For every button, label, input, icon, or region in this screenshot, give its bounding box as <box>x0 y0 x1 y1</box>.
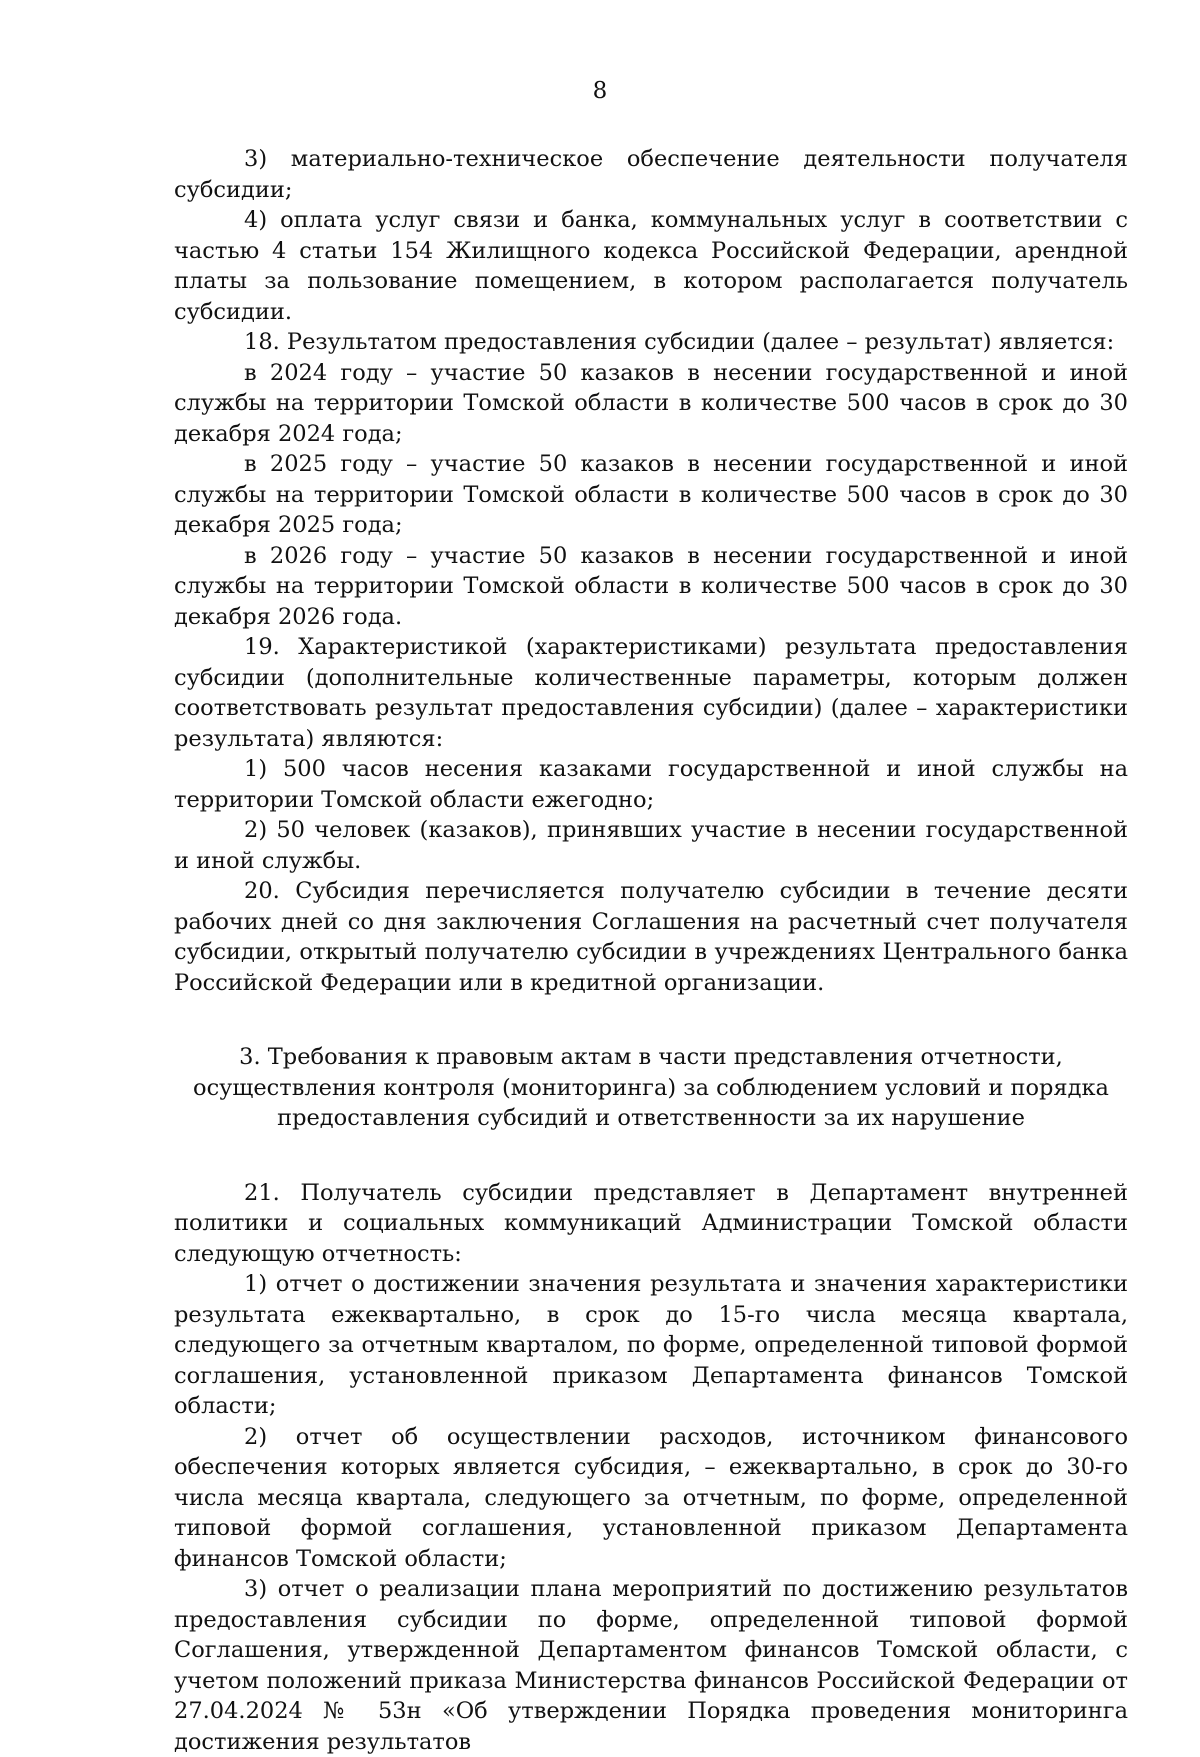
section-heading-line-1: 3. Требования к правовым актам в части представления отчетности, <box>239 1044 1063 1070</box>
paragraph-report-1: 1) отчет о достижении значения результата и значения характеристики результата ежеквартально, в срок до 15-го числа месяца квартала, следующего за отчетным кварталом, по форме, определенной типовой формой соглашения, установленной приказом Департамента финансов Томской области; <box>174 1271 1128 1419</box>
paragraph-21: 21. Получатель субсидии представляет в Департамент внутренней политики и социальных коммуникаций Администрации Томской области следующую отчетность: <box>174 1179 1128 1267</box>
paragraph-characteristic-2: 2) 50 человек (казаков), принявших участие в несении государственной и иной службы. <box>174 817 1128 874</box>
paragraph-result-2025: в 2025 году – участие 50 казаков в несении государственной и иной службы на территории Томской области в количестве 500 часов в срок до 30 декабря 2025 года; <box>174 451 1128 538</box>
section-heading <box>174 1042 1128 1134</box>
paragraph-item-4: 4) оплата услуг связи и банка, коммунальных услуг в соответствии с частью 4 статьи 154 Жилищного кодекса Российской Федерации, арендной платы за пользование помещением, в котором располагается получатель субсидии. <box>174 207 1128 325</box>
paragraph-18: 18. Результатом предоставления субсидии (далее – результат) является: <box>244 329 1115 355</box>
paragraph-result-2024: в 2024 году – участие 50 казаков в несении государственной и иной службы на территории Томской области в количестве 500 часов в срок до 30 декабря 2024 года; <box>174 359 1128 447</box>
paragraph-19: 19. Характеристикой (характеристиками) результата предоставления субсидии (дополнительные количественные параметры, которым должен соответствовать результат предоставления субсидии) (далее – характеристики результата) являются: <box>174 634 1128 752</box>
page-number: 8 <box>592 78 608 104</box>
paragraph-characteristic-1: 1) 500 часов несения казаками государственной и иной службы на территории Томской области ежегодно; <box>174 756 1128 813</box>
paragraph-20: 20. Субсидия перечисляется получателю субсидии в течение десяти рабочих дней со дня заключения Соглашения на расчетный счет получателя субсидии, открытый получателю субсидии в учреждениях Центрального банка Российской Федерации или в кредитной организации. <box>174 878 1128 996</box>
document-body <box>174 144 1128 1757</box>
section-heading-line-3: предоставления субсидий и ответственности за их нарушение <box>277 1105 1025 1131</box>
paragraph-item-3: 3) материально-техническое обеспечение деятельности получателя субсидии; <box>174 146 1128 203</box>
section-heading-line-2: осуществления контроля (мониторинга) за соблюдением условий и порядка <box>193 1074 1109 1101</box>
paragraph-report-3: 3) отчет о реализации плана мероприятий по достижению результатов предоставления субсидии по форме, определенной типовой формой Соглашения, утвержденной Департаментом финансов Томской области, с учетом положений приказа Министерства финансов Российской Федерации от 27.04.2024 № 53н «Об утверждении Порядка проведения мониторинга достижения результатов <box>174 1576 1128 1755</box>
paragraph-report-2: 2) отчет об осуществлении расходов, источником финансового обеспечения которых является субсидия, – ежеквартально, в срок до 30-го числа месяца квартала, следующего за отчетным, по форме, определенной типовой формой соглашения, установленной приказом Департамента финансов Томской области; <box>174 1423 1128 1572</box>
paragraph-result-2026: в 2026 году – участие 50 казаков в несении государственной и иной службы на территории Томской области в количестве 500 часов в срок до 30 декабря 2026 года. <box>174 542 1128 630</box>
